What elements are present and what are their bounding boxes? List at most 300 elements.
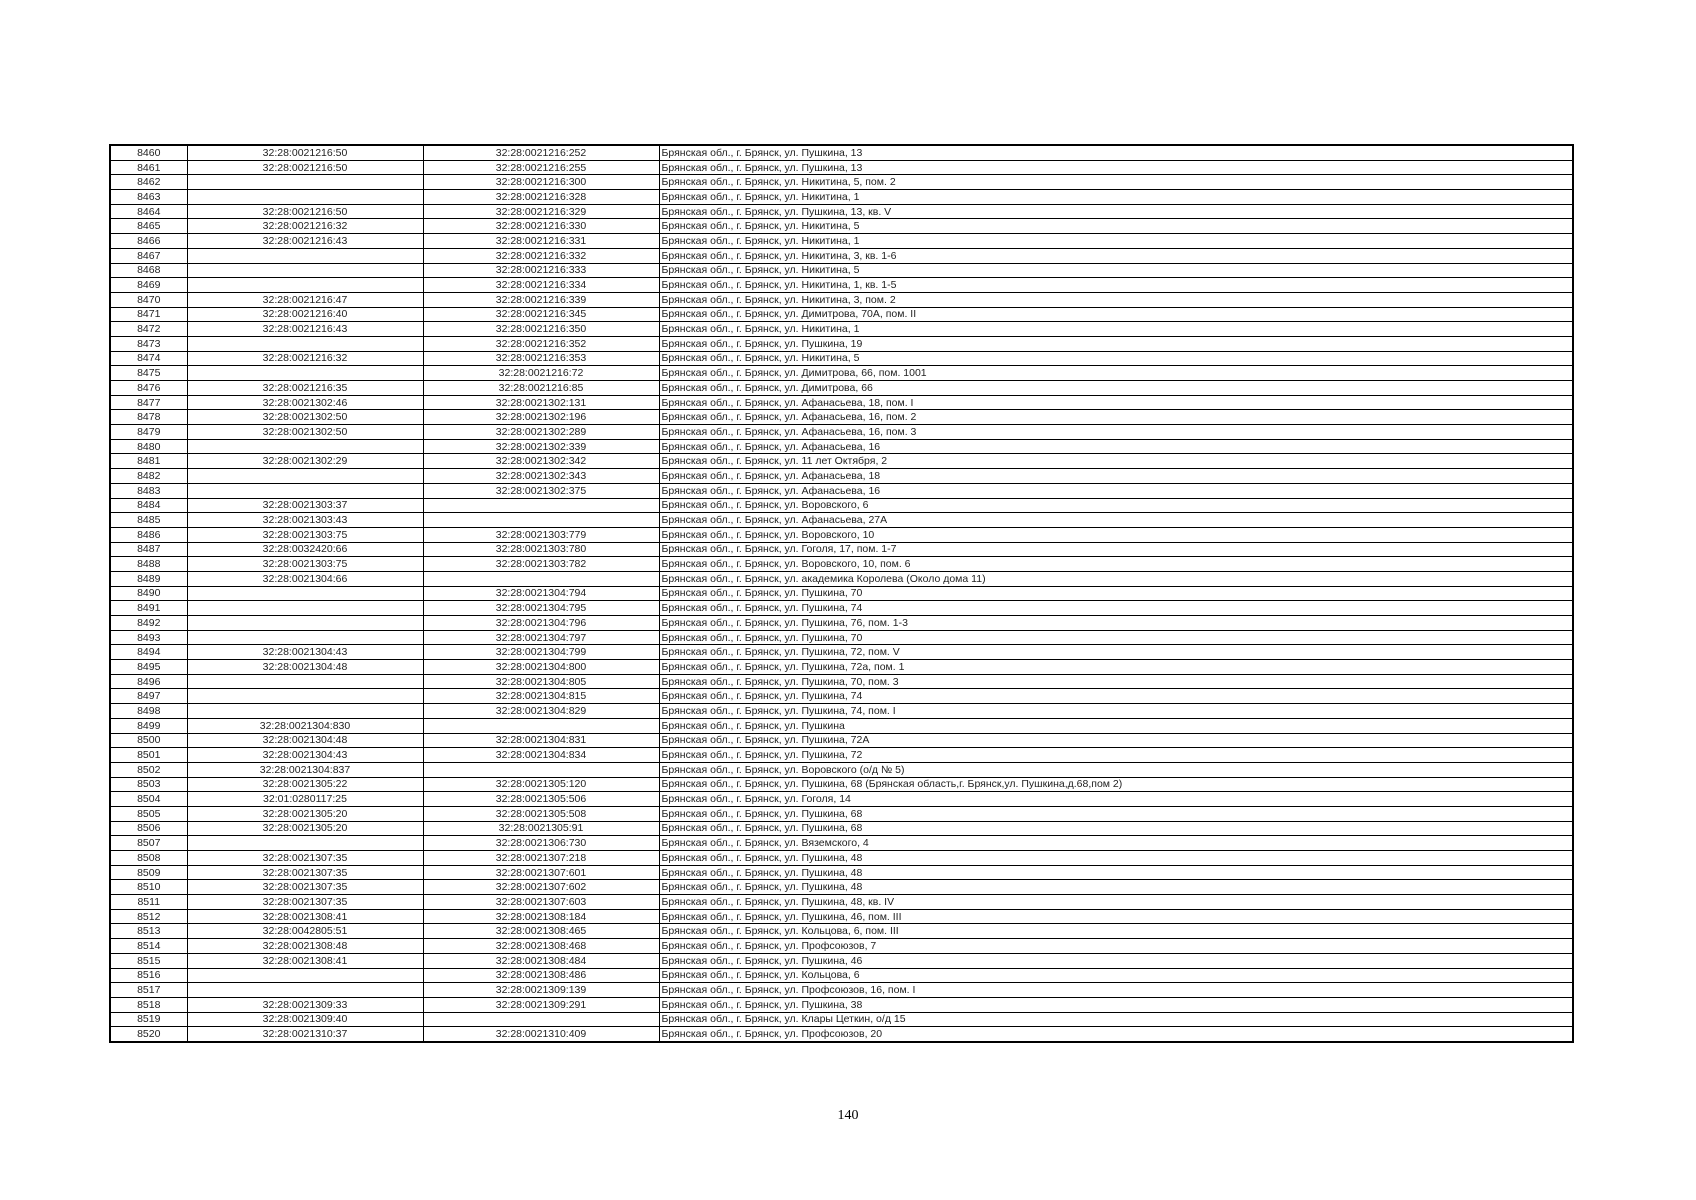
address-cell: Брянская обл., г. Брянск, ул. Воровского, 10 [659, 527, 1573, 542]
object-cadastral-number-cell: 32:28:0021216:252 [423, 145, 659, 160]
table-row [110, 777, 1573, 792]
land-cadastral-number-cell [187, 190, 423, 205]
land-cadastral-number-cell: 32:28:0021216:35 [187, 381, 423, 396]
table-row [110, 175, 1573, 190]
object-cadastral-number-cell: 32:28:0021303:780 [423, 542, 659, 557]
row-number-cell: 8482 [110, 469, 187, 484]
address-cell: Брянская обл., г. Брянск, ул. Пушкина, 46, пом. III [659, 909, 1573, 924]
row-number-cell: 8498 [110, 704, 187, 719]
table-row [110, 145, 1573, 160]
object-cadastral-number-cell: 32:28:0021308:465 [423, 924, 659, 939]
object-cadastral-number-cell [423, 513, 659, 528]
object-cadastral-number-cell: 32:28:0021308:184 [423, 909, 659, 924]
address-cell: Брянская обл., г. Брянск, ул. Пушкина, 70 [659, 630, 1573, 645]
row-number-cell: 8484 [110, 498, 187, 513]
land-cadastral-number-cell: 32:28:0021303:75 [187, 527, 423, 542]
address-cell: Брянская обл., г. Брянск, ул. Афанасьева, 18, пом. I [659, 395, 1573, 410]
row-number-cell: 8475 [110, 366, 187, 381]
address-cell: Брянская обл., г. Брянск, ул. Никитина, 1 [659, 190, 1573, 205]
table-row [110, 630, 1573, 645]
object-cadastral-number-cell [423, 1012, 659, 1027]
object-cadastral-number-cell: 32:28:0021304:831 [423, 733, 659, 748]
land-cadastral-number-cell: 32:28:0021303:43 [187, 513, 423, 528]
table-row [110, 219, 1573, 234]
row-number-cell: 8510 [110, 880, 187, 895]
address-cell: Брянская обл., г. Брянск, ул. Пушкина, 72а, пом. 1 [659, 660, 1573, 675]
object-cadastral-number-cell: 32:28:0021307:602 [423, 880, 659, 895]
address-cell: Брянская обл., г. Брянск, ул. Гоголя, 14 [659, 792, 1573, 807]
object-cadastral-number-cell: 32:28:0021307:218 [423, 851, 659, 866]
table-row [110, 718, 1573, 733]
land-cadastral-number-cell: 32:28:0021308:48 [187, 939, 423, 954]
row-number-cell: 8460 [110, 145, 187, 160]
row-number-cell: 8465 [110, 219, 187, 234]
address-cell: Брянская обл., г. Брянск, ул. Никитина, 5, пом. 2 [659, 175, 1573, 190]
address-cell: Брянская обл., г. Брянск, ул. Пушкина, 72А [659, 733, 1573, 748]
table-row [110, 939, 1573, 954]
row-number-cell: 8485 [110, 513, 187, 528]
land-cadastral-number-cell [187, 175, 423, 190]
object-cadastral-number-cell: 32:28:0021216:72 [423, 366, 659, 381]
land-cadastral-number-cell: 32:28:0021305:20 [187, 806, 423, 821]
table-row [110, 483, 1573, 498]
address-cell: Брянская обл., г. Брянск, ул. Пушкина, 68 [659, 821, 1573, 836]
row-number-cell: 8516 [110, 968, 187, 983]
table-row [110, 366, 1573, 381]
table-row [110, 792, 1573, 807]
table-row [110, 527, 1573, 542]
address-cell: Брянская обл., г. Брянск, ул. Пушкина, 38 [659, 997, 1573, 1012]
object-cadastral-number-cell: 32:28:0021304:800 [423, 660, 659, 675]
table-row [110, 601, 1573, 616]
table-row [110, 953, 1573, 968]
land-cadastral-number-cell [187, 983, 423, 998]
row-number-cell: 8467 [110, 248, 187, 263]
land-cadastral-number-cell: 32:28:0021308:41 [187, 909, 423, 924]
object-cadastral-number-cell: 32:28:0021308:484 [423, 953, 659, 968]
row-number-cell: 8471 [110, 307, 187, 322]
row-number-cell: 8474 [110, 351, 187, 366]
table-row [110, 498, 1573, 513]
address-cell: Брянская обл., г. Брянск, ул. Пушкина, 48 [659, 880, 1573, 895]
row-number-cell: 8469 [110, 278, 187, 293]
row-number-cell: 8461 [110, 160, 187, 175]
land-cadastral-number-cell: 32:28:0021216:43 [187, 234, 423, 249]
address-cell: Брянская обл., г. Брянск, ул. Профсоюзов, 20 [659, 1027, 1573, 1042]
table-row [110, 689, 1573, 704]
land-cadastral-number-cell: 32:28:0021304:837 [187, 762, 423, 777]
object-cadastral-number-cell: 32:28:0021216:345 [423, 307, 659, 322]
table-row [110, 806, 1573, 821]
table-row [110, 586, 1573, 601]
object-cadastral-number-cell: 32:28:0021307:603 [423, 895, 659, 910]
land-cadastral-number-cell [187, 366, 423, 381]
address-cell: Брянская обл., г. Брянск, ул. Воровского (о/д № 5) [659, 762, 1573, 777]
table-row [110, 381, 1573, 396]
table-row [110, 469, 1573, 484]
address-cell: Брянская обл., г. Брянск, ул. Пушкина, 68 (Брянская область,г. Брянск,ул. Пушкина,д.68,пом 2) [659, 777, 1573, 792]
land-cadastral-number-cell: 32:28:0021305:20 [187, 821, 423, 836]
table-row [110, 616, 1573, 631]
table-row [110, 454, 1573, 469]
row-number-cell: 8503 [110, 777, 187, 792]
table-row [110, 909, 1573, 924]
object-cadastral-number-cell [423, 498, 659, 513]
address-cell: Брянская обл., г. Брянск, ул. Пушкина, 48 [659, 851, 1573, 866]
table-row [110, 895, 1573, 910]
row-number-cell: 8492 [110, 616, 187, 631]
row-number-cell: 8477 [110, 395, 187, 410]
object-cadastral-number-cell: 32:28:0021302:289 [423, 425, 659, 440]
table-row [110, 513, 1573, 528]
land-cadastral-number-cell: 32:28:0021303:37 [187, 498, 423, 513]
land-cadastral-number-cell: 32:28:0021304:43 [187, 748, 423, 763]
land-cadastral-number-cell: 32:28:0021307:35 [187, 895, 423, 910]
land-cadastral-number-cell: 32:28:0021307:35 [187, 880, 423, 895]
object-cadastral-number-cell: 32:28:0021216:331 [423, 234, 659, 249]
row-number-cell: 8462 [110, 175, 187, 190]
land-cadastral-number-cell: 32:28:0021302:46 [187, 395, 423, 410]
address-cell: Брянская обл., г. Брянск, ул. Никитина, 5 [659, 263, 1573, 278]
address-cell: Брянская обл., г. Брянск, ул. Пушкина, 70 [659, 586, 1573, 601]
address-cell: Брянская обл., г. Брянск, ул. Воровского, 6 [659, 498, 1573, 513]
object-cadastral-number-cell: 32:28:0021304:815 [423, 689, 659, 704]
object-cadastral-number-cell: 32:28:0021308:486 [423, 968, 659, 983]
table-row [110, 748, 1573, 763]
land-cadastral-number-cell [187, 336, 423, 351]
table-row [110, 542, 1573, 557]
object-cadastral-number-cell [423, 718, 659, 733]
row-number-cell: 8518 [110, 997, 187, 1012]
row-number-cell: 8501 [110, 748, 187, 763]
object-cadastral-number-cell: 32:28:0021216:255 [423, 160, 659, 175]
row-number-cell: 8511 [110, 895, 187, 910]
table-row [110, 821, 1573, 836]
object-cadastral-number-cell: 32:28:0021309:139 [423, 983, 659, 998]
land-cadastral-number-cell [187, 248, 423, 263]
object-cadastral-number-cell: 32:28:0021302:131 [423, 395, 659, 410]
land-cadastral-number-cell: 32:28:0021216:50 [187, 145, 423, 160]
land-cadastral-number-cell [187, 616, 423, 631]
land-cadastral-number-cell: 32:28:0042805:51 [187, 924, 423, 939]
object-cadastral-number-cell: 32:28:0021306:730 [423, 836, 659, 851]
row-number-cell: 8472 [110, 322, 187, 337]
address-cell: Брянская обл., г. Брянск, ул. Пушкина, 48, кв. IV [659, 895, 1573, 910]
table-row [110, 160, 1573, 175]
object-cadastral-number-cell: 32:28:0021305:91 [423, 821, 659, 836]
address-cell: Брянская обл., г. Брянск, ул. Профсоюзов, 7 [659, 939, 1573, 954]
land-cadastral-number-cell: 32:28:0021216:50 [187, 204, 423, 219]
row-number-cell: 8490 [110, 586, 187, 601]
address-cell: Брянская обл., г. Брянск, ул. Воровского, 10, пом. 6 [659, 557, 1573, 572]
table-row [110, 336, 1573, 351]
object-cadastral-number-cell: 32:28:0021305:506 [423, 792, 659, 807]
land-cadastral-number-cell: 32:28:0021307:35 [187, 865, 423, 880]
row-number-cell: 8479 [110, 425, 187, 440]
row-number-cell: 8495 [110, 660, 187, 675]
object-cadastral-number-cell: 32:28:0021302:342 [423, 454, 659, 469]
address-cell: Брянская обл., г. Брянск, ул. Никитина, 3, кв. 1-6 [659, 248, 1573, 263]
address-cell: Брянская обл., г. Брянск, ул. Пушкина, 13, кв. V [659, 204, 1573, 219]
land-cadastral-number-cell: 32:28:0021304:43 [187, 645, 423, 660]
row-number-cell: 8494 [110, 645, 187, 660]
address-cell: Брянская обл., г. Брянск, ул. Пушкина, 72 [659, 748, 1573, 763]
land-cadastral-number-cell [187, 689, 423, 704]
row-number-cell: 8515 [110, 953, 187, 968]
object-cadastral-number-cell: 32:28:0021305:120 [423, 777, 659, 792]
table-row [110, 968, 1573, 983]
address-cell: Брянская обл., г. Брянск, ул. Никитина, 1 [659, 234, 1573, 249]
table-row [110, 865, 1573, 880]
land-cadastral-number-cell [187, 469, 423, 484]
row-number-cell: 8497 [110, 689, 187, 704]
land-cadastral-number-cell [187, 439, 423, 454]
address-cell: Брянская обл., г. Брянск, ул. Пушкина, 72, пом. V [659, 645, 1573, 660]
table-row [110, 836, 1573, 851]
object-cadastral-number-cell: 32:28:0021304:797 [423, 630, 659, 645]
table-row [110, 439, 1573, 454]
address-cell: Брянская обл., г. Брянск, ул. Профсоюзов, 16, пом. I [659, 983, 1573, 998]
row-number-cell: 8473 [110, 336, 187, 351]
land-cadastral-number-cell: 32:28:0021216:40 [187, 307, 423, 322]
object-cadastral-number-cell: 32:28:0021308:468 [423, 939, 659, 954]
table-row [110, 263, 1573, 278]
address-cell: Брянская обл., г. Брянск, ул. Димитрова, 70А, пом. II [659, 307, 1573, 322]
object-cadastral-number-cell [423, 762, 659, 777]
table-row [110, 660, 1573, 675]
row-number-cell: 8517 [110, 983, 187, 998]
address-cell: Брянская обл., г. Брянск, ул. Пушкина, 74, пом. I [659, 704, 1573, 719]
address-cell: Брянская обл., г. Брянск, ул. Пушкина, 19 [659, 336, 1573, 351]
land-cadastral-number-cell [187, 278, 423, 293]
table-row [110, 395, 1573, 410]
row-number-cell: 8502 [110, 762, 187, 777]
land-cadastral-number-cell [187, 586, 423, 601]
land-cadastral-number-cell: 32:01:0280117:25 [187, 792, 423, 807]
object-cadastral-number-cell: 32:28:0021305:508 [423, 806, 659, 821]
address-cell: Брянская обл., г. Брянск, ул. Афанасьева, 16 [659, 483, 1573, 498]
object-cadastral-number-cell: 32:28:0021216:350 [423, 322, 659, 337]
land-cadastral-number-cell: 32:28:0021302:50 [187, 410, 423, 425]
object-cadastral-number-cell: 32:28:0021309:291 [423, 997, 659, 1012]
row-number-cell: 8519 [110, 1012, 187, 1027]
object-cadastral-number-cell: 32:28:0021302:375 [423, 483, 659, 498]
object-cadastral-number-cell: 32:28:0021303:779 [423, 527, 659, 542]
table-row [110, 645, 1573, 660]
land-cadastral-number-cell [187, 483, 423, 498]
land-cadastral-number-cell [187, 630, 423, 645]
object-cadastral-number-cell: 32:28:0021304:834 [423, 748, 659, 763]
row-number-cell: 8464 [110, 204, 187, 219]
table-row [110, 425, 1573, 440]
address-cell: Брянская обл., г. Брянск, ул. Пушкина, 13 [659, 160, 1573, 175]
land-cadastral-number-cell: 32:28:0021304:830 [187, 718, 423, 733]
land-cadastral-number-cell: 32:28:0021216:50 [187, 160, 423, 175]
table-row [110, 292, 1573, 307]
object-cadastral-number-cell: 32:28:0021302:339 [423, 439, 659, 454]
row-number-cell: 8508 [110, 851, 187, 866]
land-cadastral-number-cell: 32:28:0021305:22 [187, 777, 423, 792]
object-cadastral-number-cell: 32:28:0021216:332 [423, 248, 659, 263]
address-cell: Брянская обл., г. Брянск, ул. Пушкина, 74 [659, 689, 1573, 704]
address-cell: Брянская обл., г. Брянск, ул. Вяземского, 4 [659, 836, 1573, 851]
row-number-cell: 8486 [110, 527, 187, 542]
object-cadastral-number-cell: 32:28:0021307:601 [423, 865, 659, 880]
address-cell: Брянская обл., г. Брянск, ул. Кольцова, 6, пом. III [659, 924, 1573, 939]
land-cadastral-number-cell: 32:28:0021308:41 [187, 953, 423, 968]
row-number-cell: 8487 [110, 542, 187, 557]
table-row [110, 351, 1573, 366]
land-cadastral-number-cell: 32:28:0021216:32 [187, 351, 423, 366]
address-cell: Брянская обл., г. Брянск, ул. Никитина, 5 [659, 351, 1573, 366]
row-number-cell: 8504 [110, 792, 187, 807]
row-number-cell: 8481 [110, 454, 187, 469]
object-cadastral-number-cell: 32:28:0021304:796 [423, 616, 659, 631]
row-number-cell: 8507 [110, 836, 187, 851]
address-cell: Брянская обл., г. Брянск, ул. Димитрова, 66 [659, 381, 1573, 396]
land-cadastral-number-cell [187, 263, 423, 278]
object-cadastral-number-cell: 32:28:0021216:330 [423, 219, 659, 234]
land-cadastral-number-cell: 32:28:0021304:66 [187, 571, 423, 586]
table-row [110, 571, 1573, 586]
row-number-cell: 8509 [110, 865, 187, 880]
object-cadastral-number-cell: 32:28:0021304:805 [423, 674, 659, 689]
row-number-cell: 8520 [110, 1027, 187, 1042]
object-cadastral-number-cell: 32:28:0021304:799 [423, 645, 659, 660]
object-cadastral-number-cell: 32:28:0021304:794 [423, 586, 659, 601]
table-row [110, 762, 1573, 777]
row-number-cell: 8489 [110, 571, 187, 586]
object-cadastral-number-cell: 32:28:0021303:782 [423, 557, 659, 572]
row-number-cell: 8496 [110, 674, 187, 689]
address-cell: Брянская обл., г. Брянск, ул. Пушкина, 46 [659, 953, 1573, 968]
address-cell: Брянская обл., г. Брянск, ул. Димитрова, 66, пом. 1001 [659, 366, 1573, 381]
table-row [110, 190, 1573, 205]
address-cell: Брянская обл., г. Брянск, ул. Гоголя, 17, пом. 1-7 [659, 542, 1573, 557]
address-cell: Брянская обл., г. Брянск, ул. Афанасьева, 16, пом. 3 [659, 425, 1573, 440]
address-cell: Брянская обл., г. Брянск, ул. Пушкина, 70, пом. 3 [659, 674, 1573, 689]
row-number-cell: 8493 [110, 630, 187, 645]
address-cell: Брянская обл., г. Брянск, ул. академика Королева (Около дома 11) [659, 571, 1573, 586]
row-number-cell: 8476 [110, 381, 187, 396]
address-cell: Брянская обл., г. Брянск, ул. Пушкина, 76, пом. 1-3 [659, 616, 1573, 631]
row-number-cell: 8514 [110, 939, 187, 954]
address-cell: Брянская обл., г. Брянск, ул. Клары Цеткин, о/д 15 [659, 1012, 1573, 1027]
land-cadastral-number-cell: 32:28:0021310:37 [187, 1027, 423, 1042]
table-row [110, 307, 1573, 322]
land-cadastral-number-cell: 32:28:0021216:47 [187, 292, 423, 307]
row-number-cell: 8506 [110, 821, 187, 836]
object-cadastral-number-cell: 32:28:0021216:352 [423, 336, 659, 351]
land-cadastral-number-cell [187, 704, 423, 719]
table-row [110, 880, 1573, 895]
address-cell: Брянская обл., г. Брянск, ул. Кольцова, 6 [659, 968, 1573, 983]
row-number-cell: 8470 [110, 292, 187, 307]
row-number-cell: 8500 [110, 733, 187, 748]
table-row [110, 983, 1573, 998]
object-cadastral-number-cell: 32:28:0021216:333 [423, 263, 659, 278]
table-row [110, 234, 1573, 249]
row-number-cell: 8468 [110, 263, 187, 278]
object-cadastral-number-cell: 32:28:0021304:829 [423, 704, 659, 719]
table-row [110, 278, 1573, 293]
land-cadastral-number-cell [187, 674, 423, 689]
table-row [110, 557, 1573, 572]
address-cell: Брянская обл., г. Брянск, ул. Пушкина, 48 [659, 865, 1573, 880]
object-cadastral-number-cell: 32:28:0021216:353 [423, 351, 659, 366]
object-cadastral-number-cell [423, 571, 659, 586]
address-cell: Брянская обл., г. Брянск, ул. Афанасьева, 18 [659, 469, 1573, 484]
table-row [110, 248, 1573, 263]
table-row [110, 997, 1573, 1012]
cadastral-table [109, 144, 1574, 1043]
object-cadastral-number-cell: 32:28:0021216:329 [423, 204, 659, 219]
table-row [110, 1012, 1573, 1027]
table-row [110, 733, 1573, 748]
land-cadastral-number-cell: 32:28:0021216:32 [187, 219, 423, 234]
address-cell: Брянская обл., г. Брянск, ул. 11 лет Октября, 2 [659, 454, 1573, 469]
land-cadastral-number-cell: 32:28:0021302:50 [187, 425, 423, 440]
land-cadastral-number-cell: 32:28:0021303:75 [187, 557, 423, 572]
row-number-cell: 8505 [110, 806, 187, 821]
object-cadastral-number-cell: 32:28:0021216:334 [423, 278, 659, 293]
land-cadastral-number-cell: 32:28:0021216:43 [187, 322, 423, 337]
land-cadastral-number-cell: 32:28:0021307:35 [187, 851, 423, 866]
land-cadastral-number-cell: 32:28:0021302:29 [187, 454, 423, 469]
table-row [110, 851, 1573, 866]
row-number-cell: 8463 [110, 190, 187, 205]
land-cadastral-number-cell: 32:28:0021309:33 [187, 997, 423, 1012]
address-cell: Брянская обл., г. Брянск, ул. Пушкина, 13 [659, 145, 1573, 160]
row-number-cell: 8491 [110, 601, 187, 616]
address-cell: Брянская обл., г. Брянск, ул. Никитина, 1 [659, 322, 1573, 337]
table-row [110, 704, 1573, 719]
table-row [110, 1027, 1573, 1042]
object-cadastral-number-cell: 32:28:0021302:343 [423, 469, 659, 484]
object-cadastral-number-cell: 32:28:0021216:300 [423, 175, 659, 190]
land-cadastral-number-cell: 32:28:0032420:66 [187, 542, 423, 557]
row-number-cell: 8513 [110, 924, 187, 939]
table-body [110, 145, 1573, 1042]
address-cell: Брянская обл., г. Брянск, ул. Афанасьева, 27А [659, 513, 1573, 528]
address-cell: Брянская обл., г. Брянск, ул. Пушкина [659, 718, 1573, 733]
object-cadastral-number-cell: 32:28:0021304:795 [423, 601, 659, 616]
row-number-cell: 8466 [110, 234, 187, 249]
address-cell: Брянская обл., г. Брянск, ул. Пушкина, 68 [659, 806, 1573, 821]
row-number-cell: 8480 [110, 439, 187, 454]
address-cell: Брянская обл., г. Брянск, ул. Никитина, 3, пом. 2 [659, 292, 1573, 307]
row-number-cell: 8478 [110, 410, 187, 425]
table-row [110, 924, 1573, 939]
object-cadastral-number-cell: 32:28:0021310:409 [423, 1027, 659, 1042]
object-cadastral-number-cell: 32:28:0021216:85 [423, 381, 659, 396]
table-row [110, 674, 1573, 689]
object-cadastral-number-cell: 32:28:0021216:339 [423, 292, 659, 307]
address-cell: Брянская обл., г. Брянск, ул. Афанасьева, 16 [659, 439, 1573, 454]
land-cadastral-number-cell: 32:28:0021309:40 [187, 1012, 423, 1027]
row-number-cell: 8499 [110, 718, 187, 733]
table-row [110, 410, 1573, 425]
address-cell: Брянская обл., г. Брянск, ул. Никитина, 5 [659, 219, 1573, 234]
row-number-cell: 8483 [110, 483, 187, 498]
land-cadastral-number-cell [187, 836, 423, 851]
object-cadastral-number-cell: 32:28:0021216:328 [423, 190, 659, 205]
address-cell: Брянская обл., г. Брянск, ул. Афанасьева, 16, пом. 2 [659, 410, 1573, 425]
address-cell: Брянская обл., г. Брянск, ул. Никитина, 1, кв. 1-5 [659, 278, 1573, 293]
table-row [110, 204, 1573, 219]
object-cadastral-number-cell: 32:28:0021302:196 [423, 410, 659, 425]
page-number: 140 [837, 1108, 859, 1123]
